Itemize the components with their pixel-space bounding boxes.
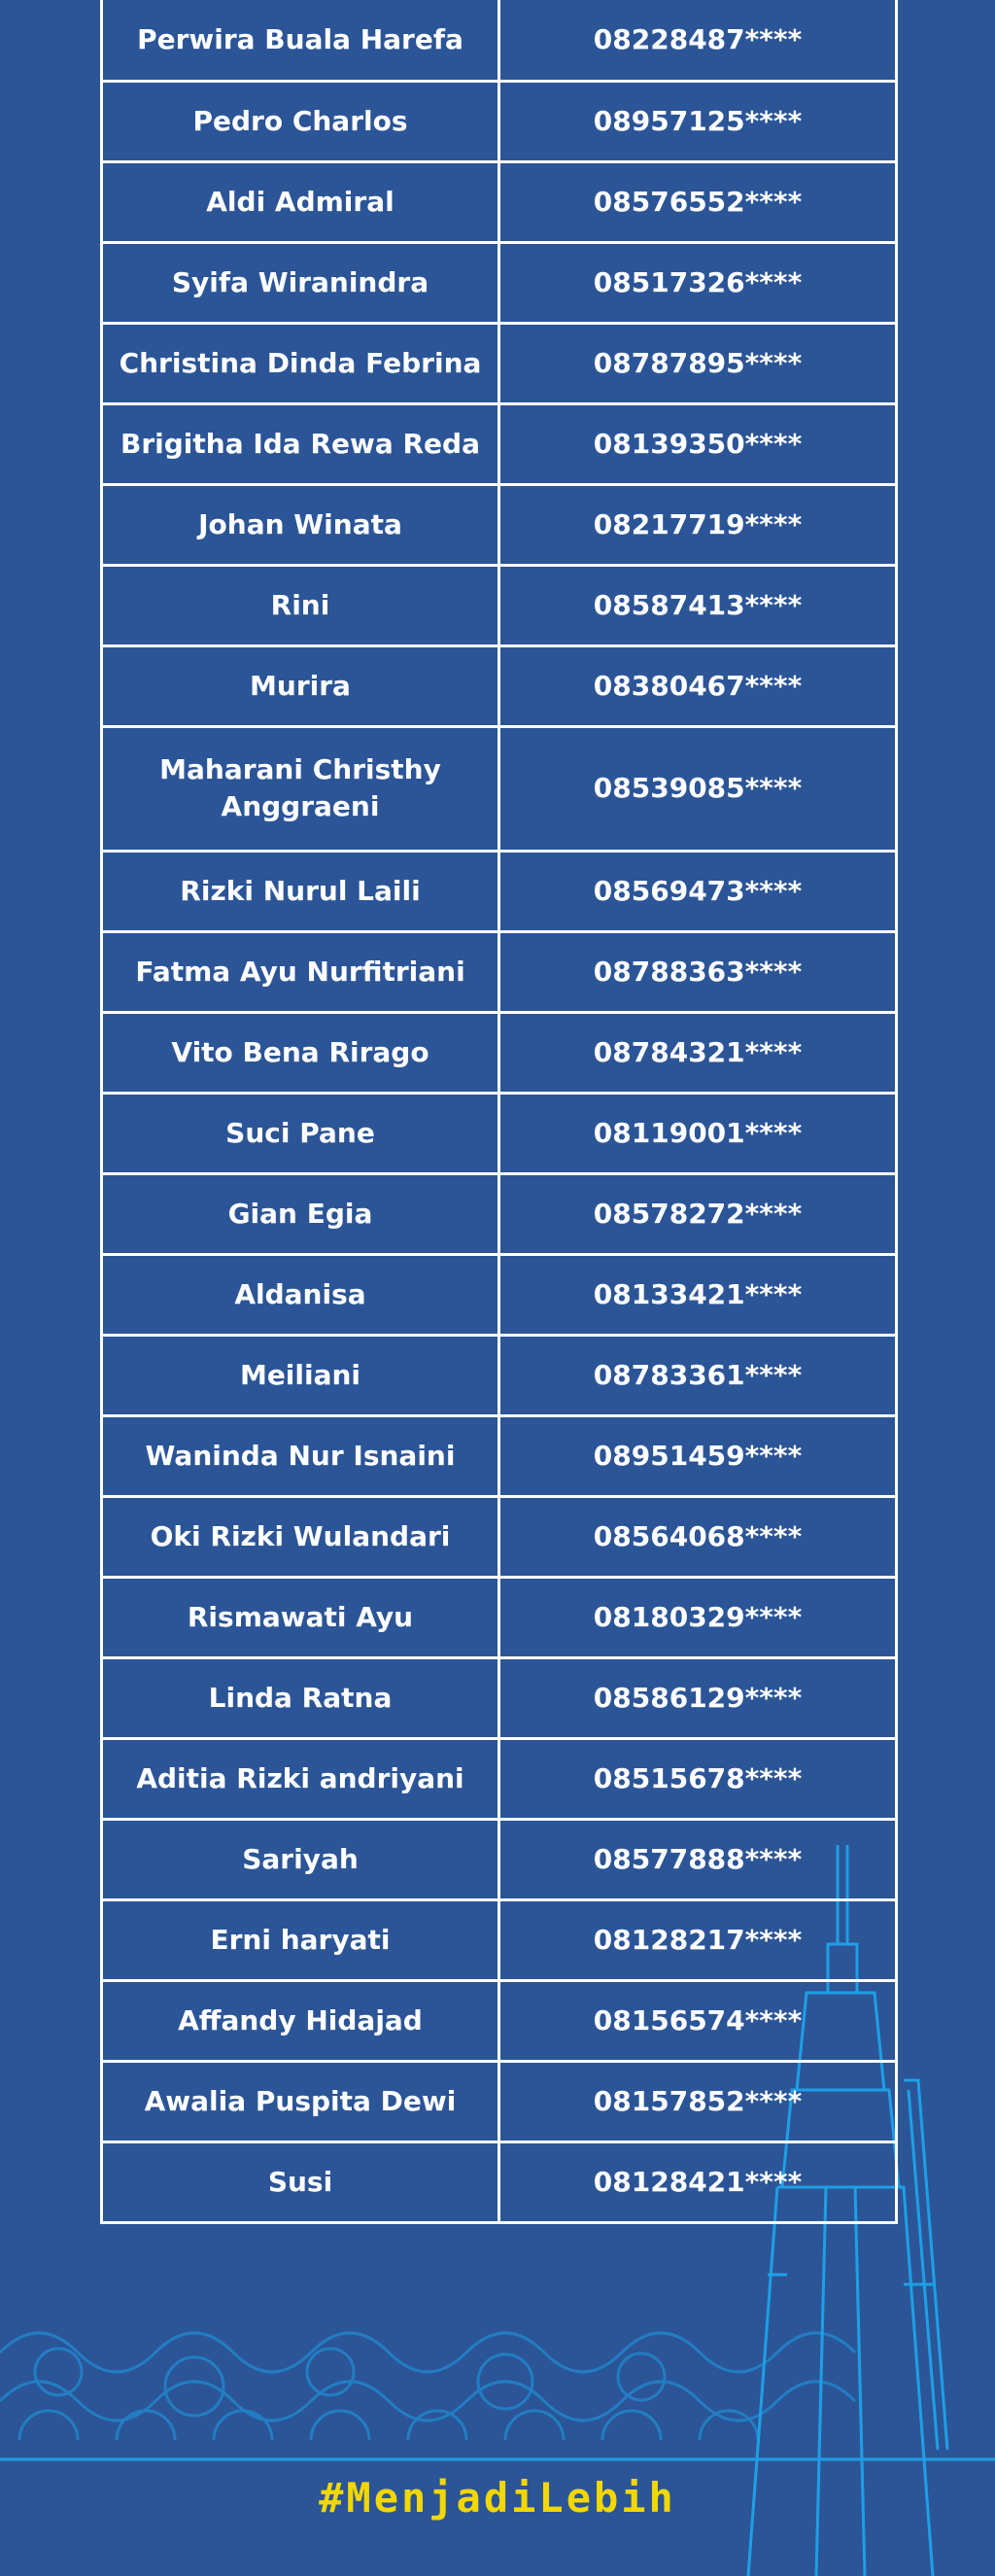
participant-phone: 08517326**** bbox=[499, 242, 897, 323]
participant-table-container bbox=[100, 0, 895, 2224]
table-row bbox=[102, 1415, 897, 1496]
participant-phone: 08569473**** bbox=[499, 851, 897, 931]
participant-phone: 08139350**** bbox=[499, 403, 897, 484]
table-row bbox=[102, 1819, 897, 1899]
participant-phone: 08564068**** bbox=[499, 1496, 897, 1577]
participant-table bbox=[100, 0, 898, 2224]
table-row bbox=[102, 1980, 897, 2061]
participant-name: Gian Egia bbox=[102, 1173, 499, 1254]
table-row bbox=[102, 2061, 897, 2141]
table-row bbox=[102, 242, 897, 323]
participant-phone: 08217719**** bbox=[499, 484, 897, 565]
participant-phone: 08515678**** bbox=[499, 1738, 897, 1819]
participant-name: Maharani Christhy Anggraeni bbox=[102, 726, 499, 851]
table-row bbox=[102, 645, 897, 726]
participant-phone: 08784321**** bbox=[499, 1012, 897, 1093]
table-row bbox=[102, 2141, 897, 2222]
table-row bbox=[102, 323, 897, 403]
table-row bbox=[102, 1899, 897, 1980]
participant-name: Susi bbox=[102, 2141, 499, 2222]
participant-phone: 08578272**** bbox=[499, 1173, 897, 1254]
participant-phone: 08119001**** bbox=[499, 1093, 897, 1173]
participant-phone: 08180329**** bbox=[499, 1577, 897, 1657]
participant-name: Vito Bena Rirago bbox=[102, 1012, 499, 1093]
participant-name: Rini bbox=[102, 565, 499, 645]
participant-name: Linda Ratna bbox=[102, 1657, 499, 1738]
participant-name: Suci Pane bbox=[102, 1093, 499, 1173]
participant-phone: 08587413**** bbox=[499, 565, 897, 645]
participant-name: Meiliani bbox=[102, 1335, 499, 1415]
table-row bbox=[102, 1254, 897, 1335]
table-row bbox=[102, 1577, 897, 1657]
participant-phone: 08157852**** bbox=[499, 2061, 897, 2141]
table-row bbox=[102, 1657, 897, 1738]
table-row bbox=[102, 1173, 897, 1254]
participant-name: Johan Winata bbox=[102, 484, 499, 565]
table-row bbox=[102, 851, 897, 931]
participant-phone: 08787895**** bbox=[499, 323, 897, 403]
participant-name: Aldi Admiral bbox=[102, 161, 499, 242]
table-row bbox=[102, 161, 897, 242]
participant-name: Aditia Rizki andriyani bbox=[102, 1738, 499, 1819]
table-row bbox=[102, 1496, 897, 1577]
participant-name: Rizki Nurul Laili bbox=[102, 851, 499, 931]
participant-phone: 08128217**** bbox=[499, 1899, 897, 1980]
participant-phone: 08577888**** bbox=[499, 1819, 897, 1899]
participant-phone: 08586129**** bbox=[499, 1657, 897, 1738]
table-row bbox=[102, 1093, 897, 1173]
participant-name: Waninda Nur Isnaini bbox=[102, 1415, 499, 1496]
participant-name: Christina Dinda Febrina bbox=[102, 323, 499, 403]
participant-phone: 08156574**** bbox=[499, 1980, 897, 2061]
participant-phone: 08380467**** bbox=[499, 645, 897, 726]
participant-phone: 08957125**** bbox=[499, 81, 897, 161]
participant-name: Brigitha Ida Rewa Reda bbox=[102, 403, 499, 484]
table-row bbox=[102, 931, 897, 1012]
participant-phone: 08783361**** bbox=[499, 1335, 897, 1415]
participant-name: Fatma Ayu Nurfitriani bbox=[102, 931, 499, 1012]
participant-phone: 08128421**** bbox=[499, 2141, 897, 2222]
participant-name: Oki Rizki Wulandari bbox=[102, 1496, 499, 1577]
participant-phone: 08788363**** bbox=[499, 931, 897, 1012]
ornament-pattern bbox=[0, 2333, 855, 2440]
table-row bbox=[102, 1335, 897, 1415]
participant-name: Rismawati Ayu bbox=[102, 1577, 499, 1657]
participant-phone: 08133421**** bbox=[499, 1254, 897, 1335]
participant-name: Affandy Hidajad bbox=[102, 1980, 499, 2061]
participant-phone: 08228487**** bbox=[499, 0, 897, 81]
participant-phone: 08951459**** bbox=[499, 1415, 897, 1496]
participant-phone: 08539085**** bbox=[499, 726, 897, 851]
participant-name: Awalia Puspita Dewi bbox=[102, 2061, 499, 2141]
participant-phone: 08576552**** bbox=[499, 161, 897, 242]
table-row bbox=[102, 726, 897, 851]
hashtag-footer: #MenjadiLebih bbox=[319, 2474, 676, 2522]
table-row bbox=[102, 484, 897, 565]
table-row bbox=[102, 565, 897, 645]
table-row bbox=[102, 403, 897, 484]
participant-name: Sariyah bbox=[102, 1819, 499, 1899]
table-row bbox=[102, 81, 897, 161]
participant-name: Syifa Wiranindra bbox=[102, 242, 499, 323]
table-row bbox=[102, 0, 897, 81]
participant-name: Erni haryati bbox=[102, 1899, 499, 1980]
participant-name: Murira bbox=[102, 645, 499, 726]
participant-table-body bbox=[102, 0, 897, 2222]
table-row bbox=[102, 1738, 897, 1819]
table-row bbox=[102, 1012, 897, 1093]
participant-name: Aldanisa bbox=[102, 1254, 499, 1335]
participant-name: Perwira Buala Harefa bbox=[102, 0, 499, 81]
participant-name: Pedro Charlos bbox=[102, 81, 499, 161]
